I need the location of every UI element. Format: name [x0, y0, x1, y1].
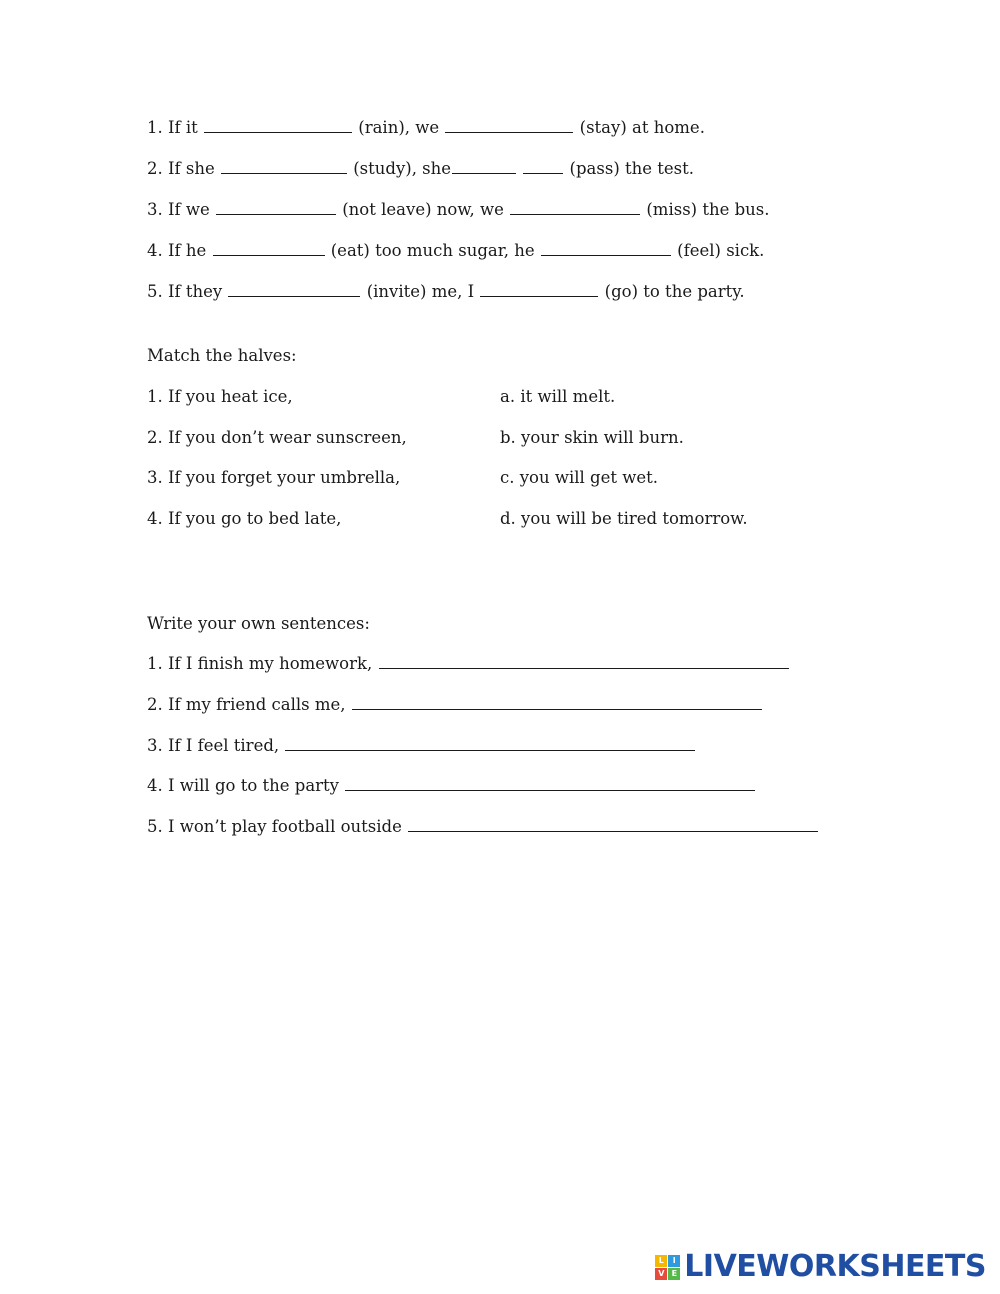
- write-item-1: [147, 653, 790, 675]
- fill-in-text: (feel) sick.: [671, 241, 765, 260]
- logo-mark-letter: E: [668, 1268, 680, 1280]
- blank-input[interactable]: [445, 118, 573, 133]
- blank-input[interactable]: [216, 200, 336, 215]
- blank-input[interactable]: [213, 241, 325, 256]
- liveworksheets-logo: [655, 1249, 986, 1284]
- blank-input[interactable]: [221, 159, 347, 174]
- write-prompt: 5. I won’t play football outside: [147, 817, 402, 836]
- answer-input[interactable]: [345, 776, 755, 791]
- write-item-5: [147, 816, 819, 838]
- answer-input[interactable]: [352, 695, 762, 710]
- fill-in-item-1: [147, 117, 705, 139]
- blank-input[interactable]: [510, 200, 640, 215]
- write-item-3: [147, 735, 696, 757]
- fill-in-item-2: [147, 158, 694, 180]
- match-right-item[interactable]: a. it will melt.: [500, 387, 616, 406]
- match-left-item: 2. If you don’t wear sunscreen,: [147, 428, 407, 447]
- write-heading: Write your own sentences:: [147, 614, 370, 633]
- match-right-item[interactable]: c. you will get wet.: [500, 468, 659, 487]
- write-prompt: 3. If I feel tired,: [147, 736, 280, 755]
- fill-in-text: 4. If he: [147, 241, 212, 260]
- match-right-item[interactable]: d. you will be tired tomorrow.: [500, 509, 748, 528]
- write-prompt: 4. I will go to the party: [147, 776, 340, 795]
- answer-input[interactable]: [285, 736, 695, 751]
- blank-input[interactable]: [452, 159, 516, 174]
- fill-in-item-5: [147, 281, 745, 303]
- fill-in-text: (not leave) now, we: [337, 200, 510, 219]
- match-right-item[interactable]: b. your skin will burn.: [500, 428, 684, 447]
- fill-in-text: 1. If it: [147, 118, 204, 137]
- fill-in-text: (eat) too much sugar, he: [325, 241, 540, 260]
- fill-in-text: (miss) the bus.: [641, 200, 770, 219]
- fill-in-text: (go) to the party.: [599, 282, 745, 301]
- fill-in-text: 3. If we: [147, 200, 215, 219]
- logo-mark-letter: I: [668, 1255, 680, 1267]
- fill-in-text: [517, 159, 522, 178]
- live-mark-icon: [655, 1255, 680, 1280]
- match-left-item: 4. If you go to bed late,: [147, 509, 342, 528]
- blank-input[interactable]: [204, 118, 352, 133]
- blank-input[interactable]: [228, 282, 360, 297]
- answer-input[interactable]: [408, 817, 818, 832]
- logo-text: LIVEWORKSHEETS: [684, 1249, 986, 1284]
- match-left-item: 3. If you forget your umbrella,: [147, 468, 401, 487]
- fill-in-text: (stay) at home.: [574, 118, 705, 137]
- blank-input[interactable]: [480, 282, 598, 297]
- write-prompt: 2. If my friend calls me,: [147, 695, 346, 714]
- logo-mark-letter: V: [655, 1268, 667, 1280]
- fill-in-text: (rain), we: [353, 118, 445, 137]
- write-prompt: 1. If I finish my homework,: [147, 654, 373, 673]
- blank-input[interactable]: [541, 241, 671, 256]
- blank-input[interactable]: [523, 159, 563, 174]
- fill-in-item-3: [147, 199, 770, 221]
- fill-in-text: (pass) the test.: [564, 159, 695, 178]
- fill-in-item-4: [147, 240, 764, 262]
- fill-in-text: 2. If she: [147, 159, 220, 178]
- write-item-4: [147, 775, 756, 797]
- logo-mark-letter: L: [655, 1255, 667, 1267]
- fill-in-text: (study), she: [347, 159, 452, 178]
- fill-in-text: 5. If they: [147, 282, 228, 301]
- match-heading: Match the halves:: [147, 346, 297, 365]
- answer-input[interactable]: [379, 654, 789, 669]
- fill-in-text: (invite) me, I: [361, 282, 480, 301]
- write-item-2: [147, 694, 763, 716]
- match-left-item: 1. If you heat ice,: [147, 387, 293, 406]
